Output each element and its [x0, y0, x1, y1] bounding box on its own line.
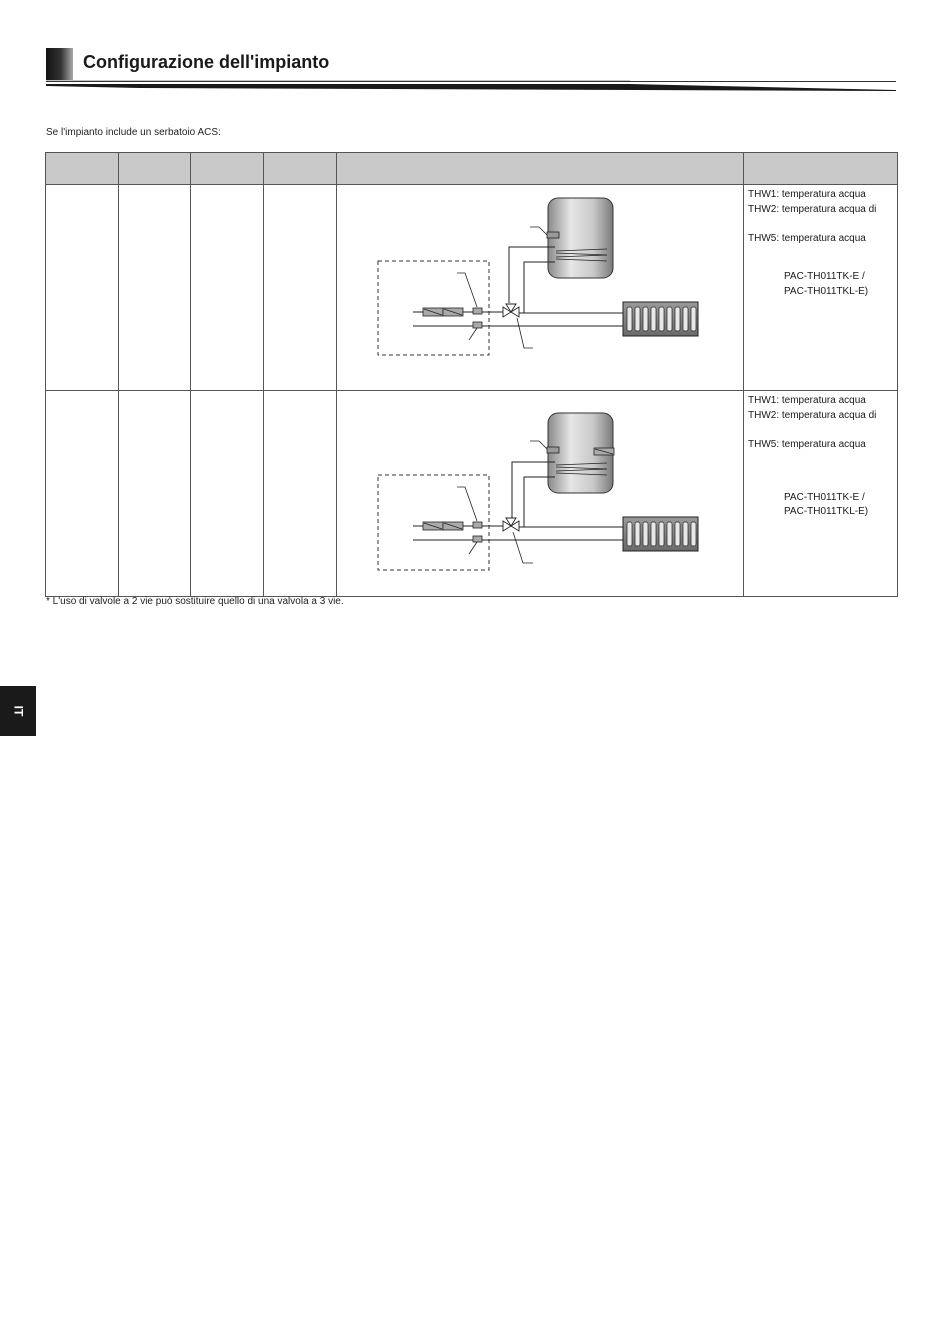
header-cell [744, 153, 898, 185]
language-tab [0, 686, 36, 736]
table-row [46, 185, 898, 391]
header-cell [46, 153, 119, 185]
table-cell [119, 391, 191, 597]
table-cell [264, 391, 337, 597]
note-thw5: THW5: temperatura acqua [748, 438, 866, 450]
page-title: Configurazione dell'impianto [83, 52, 330, 72]
language-tab-label: IT [10, 705, 25, 717]
table-cell [46, 391, 119, 597]
note-thw2: THW2: temperatura acqua di [748, 203, 877, 215]
table-cell [119, 185, 191, 391]
header-cell [119, 153, 191, 185]
table-cell [46, 185, 119, 391]
notes-cell [744, 391, 898, 597]
intro-text: Se l'impianto include un serbatoio ACS: [46, 127, 221, 138]
booster-heater [423, 522, 463, 530]
note-thw5: THW5: temperatura acqua [748, 232, 866, 244]
system-diagram-cell [337, 185, 744, 391]
header-cell [264, 153, 337, 185]
note-thw1: THW1: temperatura acqua [748, 395, 866, 406]
table-header-row [46, 153, 898, 185]
table-cell [264, 185, 337, 391]
note-thw1: THW1: temperatura acqua [748, 189, 866, 200]
table-row [46, 391, 898, 597]
flow-thermistor [473, 308, 482, 314]
flow-thermistor [473, 522, 482, 528]
header-cell [191, 153, 264, 185]
system-diagram-cell [337, 391, 744, 597]
system-diagram [337, 391, 743, 593]
header-cell [337, 153, 744, 185]
tank-sensor-thw5 [547, 447, 559, 453]
note-thw2: THW2: temperatura acqua di [748, 409, 877, 421]
booster-heater [423, 308, 463, 316]
return-thermistor [473, 536, 482, 542]
system-diagram [337, 185, 743, 387]
three-way-valve [503, 304, 519, 317]
table-cell [191, 391, 264, 597]
note-model-a: PAC-TH011TK-E / [784, 491, 865, 503]
footnote: * L'uso di valvole a 2 vie può sostituire quello di una valvola a 3 vie. [46, 596, 344, 607]
configuration-table [45, 152, 898, 597]
tank-sensor-thw5 [547, 232, 559, 238]
notes-cell [744, 185, 898, 391]
header-rule [0, 0, 950, 100]
note-model-b: PAC-TH011TKL-E) [784, 285, 869, 297]
return-thermistor [473, 322, 482, 328]
note-model-a: PAC-TH011TK-E / [784, 271, 865, 282]
note-model-b: PAC-TH011TKL-E) [784, 506, 869, 517]
three-way-valve [503, 518, 519, 531]
table-cell [191, 185, 264, 391]
